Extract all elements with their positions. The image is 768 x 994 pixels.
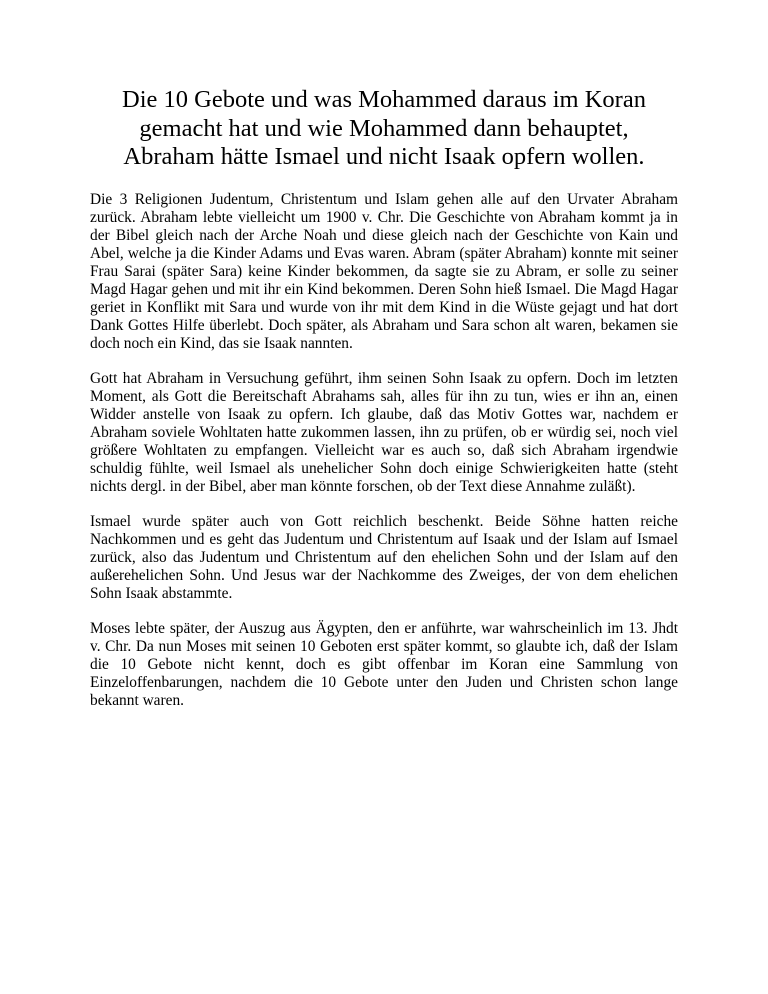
title-line-2: gemacht hat und wie Mohammed dann behauptet, — [139, 114, 629, 142]
paragraph-2: Gott hat Abraham in Versuchung geführt, ihm seinen Sohn Isaak zu opfern. Doch im letzten Moment, als Gott die Bereitschaft Abrahams sah, alles für ihn zu tun, wies er ihn an, einen Widder anstelle von Isaak zu opfern. Ich glaube, daß das Motiv Gottes war, nachdem er Abraham soviele Wohltaten hatte zukommen lassen, ihn zu prüfen, ob er würdig sei, noch viel größere Wohltaten zu empfangen. Vielleicht war es auch so, daß sich Abraham irgendwie schuldig fühlte, weil Ismael als unehelicher Sohn doch einige Schwierigkeiten hatte (steht nichts dergl. in der Bibel, aber man könnte forschen, ob der Text diese Annahme zuläßt). — [90, 369, 678, 495]
document-body — [90, 191, 678, 710]
paragraph-3: Ismael wurde später auch von Gott reichlich beschenkt. Beide Söhne hatten reiche Nachkommen und es geht das Judentum und Christentum auf Isaak und der Islam auf Ismael zurück, also das Judentum und Christentum auf den ehelichen Sohn und der Islam auf den außerehelichen Sohn. Und Jesus war der Nachkomme des Zweiges, der von dem ehelichen Sohn Isaak abstammte. — [90, 512, 678, 602]
document-page — [90, 86, 678, 727]
paragraph-1: Die 3 Religionen Judentum, Christentum und Islam gehen alle auf den Urvater Abraham zurück. Abraham lebte vielleicht um 1900 v. Chr. Die Geschichte von Abraham kommt ja in der Bibel gleich nach der Arche Noah und diese gleich nach der Geschichte von Kain und Abel, welche ja die Kinder Adams und Evas waren. Abram (später Abraham) konnte mit seiner Frau Sarai (später Sara) keine Kinder bekommen, da sagte sie zu Abram, er solle zu seiner Magd Hagar gehen und mit ihr ein Kind bekommen. Deren Sohn hieß Ismael. Die Magd Hagar geriet in Konflikt mit Sara und wurde von ihr mit dem Kind in die Wüste gejagt und hat dort Dank Gottes Hilfe überlebt. Doch später, als Abraham und Sara schon alt waren, bekamen sie doch noch ein Kind, das sie Isaak nannten. — [90, 190, 678, 352]
title-line-3: Abraham hätte Ismael und nicht Isaak opfern wollen. — [123, 143, 645, 170]
title-line-1: Die 10 Gebote und was Mohammed daraus im Koran — [122, 86, 646, 113]
paragraph-4: Moses lebte später, der Auszug aus Ägypten, den er anführte, war wahrscheinlich im 13. Jhdt v. Chr. Da nun Moses mit seinen 10 Geboten erst später kommt, so glaubte ich, daß der Islam die 10 Gebote nicht kennt, doch es gibt offenbar im Koran eine Sammlung von Einzeloffenbarungen, nachdem die 10 Gebote unter den Juden und Christen schon lange bekannt waren. — [90, 619, 678, 709]
document-title — [90, 86, 678, 172]
